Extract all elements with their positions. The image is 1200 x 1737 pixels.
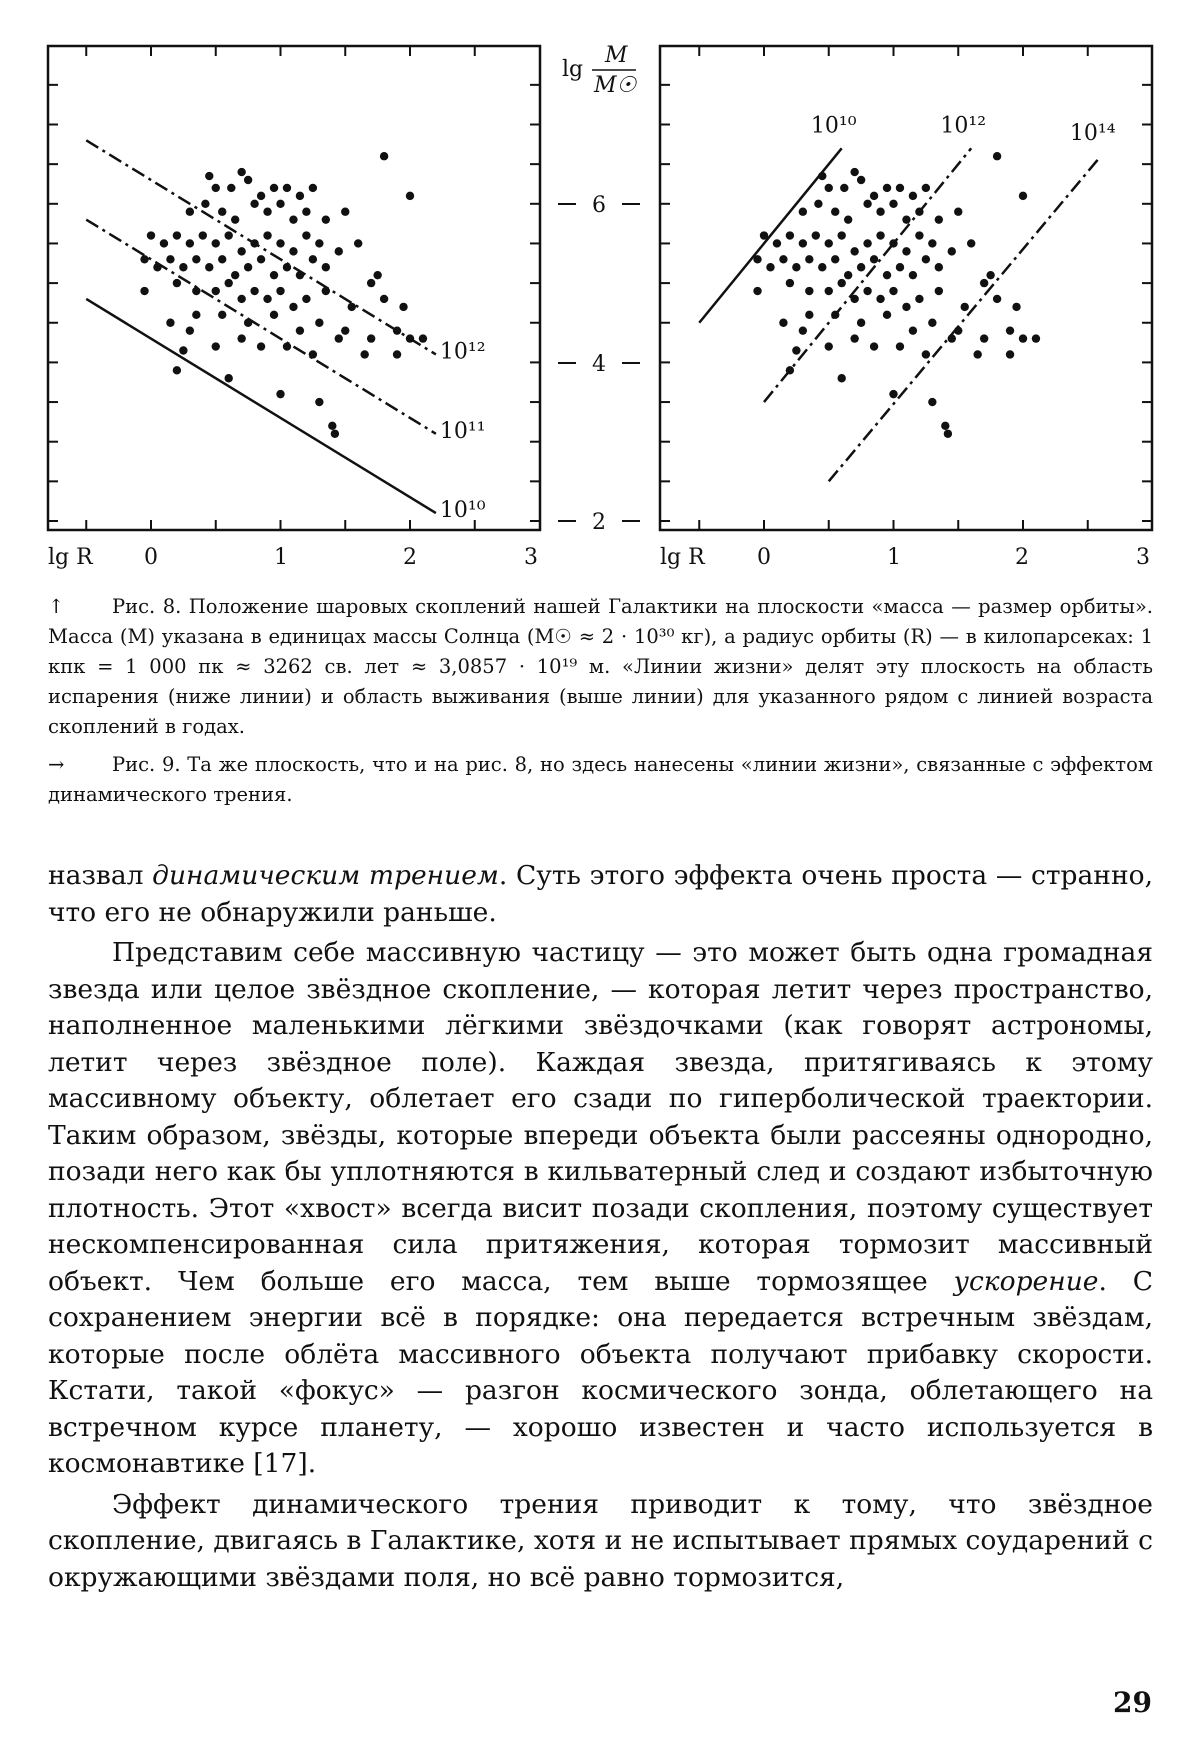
fig9-data-point xyxy=(773,239,781,247)
fig9-xtick-0: 0 xyxy=(757,545,771,570)
fig9-data-point xyxy=(954,326,962,334)
fig8-data-point xyxy=(201,200,209,208)
fig8-data-point xyxy=(380,295,388,303)
fig9-data-point xyxy=(896,263,904,271)
fig8-data-point xyxy=(341,208,349,216)
fig8-data-point xyxy=(179,263,187,271)
fig9-data-point xyxy=(831,255,839,263)
fig9-data-point xyxy=(786,366,794,374)
y-axis-m: M xyxy=(605,43,628,68)
fig9-data-point xyxy=(889,287,897,295)
fig8-data-point xyxy=(212,287,220,295)
fig9-xtick-3: 3 xyxy=(1136,545,1150,570)
fig8-lifeline-label-3: 10¹² xyxy=(439,339,486,365)
fig9-data-point xyxy=(792,346,800,354)
fig9-data-point xyxy=(760,231,768,239)
fig8-data-point xyxy=(166,319,174,327)
paragraph-2 xyxy=(48,935,1153,1483)
fig8-data-point xyxy=(153,263,161,271)
fig9-caption-text: Рис. 9. Та же плоскость, что и на рис. 8, но здесь нанесены «линии жизни», связанные с эффектом динамического трения. xyxy=(48,753,1153,806)
fig9-data-point xyxy=(902,303,910,311)
fig8-data-point xyxy=(173,231,181,239)
p2-start: Представим себе массивную частицу — это может быть одна громадная звезда или целое звёздное скопление, — которая летит через пространство, наполненное маленькими лёгкими звёздочками (как говорят астрономы, летит через звёздное поле). Каждая звезда, притягиваясь к этому массивному объекту, облетает его сзади по гиперболической траектории. Таким образом, звёзды, которые впереди объекта были рассеяны однородно, позади него как бы уплотняются в кильватерный след и создают избыточную плотность. Этот «хвост» всегда висит позади скопления, поэтому существует нескомпенсированная сила притяжения, которая тормозит массивный объект. Чем больше его масса, тем выше тормозящее xyxy=(48,937,1153,1297)
fig8-data-point xyxy=(296,326,304,334)
fig9-lifeline-label-2: 10¹² xyxy=(940,113,987,139)
fig8-lifeline-label-1: 10¹⁰ xyxy=(439,498,486,524)
fig9-data-point xyxy=(792,263,800,271)
p1-italic-term: динамическим трением xyxy=(152,860,499,891)
fig8-data-point xyxy=(160,239,168,247)
fig9-data-point xyxy=(961,303,969,311)
fig9-data-point xyxy=(818,172,826,180)
fig8-data-point xyxy=(257,342,265,350)
body-text xyxy=(48,858,1153,1600)
fig8-xtick-3: 3 xyxy=(524,545,538,570)
fig9-data-point xyxy=(876,208,884,216)
fig8-data-point xyxy=(283,263,291,271)
p1-end: . Суть этого эффекта очень проста — странно, что его не обнаружили раньше. xyxy=(48,860,1153,928)
fig8-data-point xyxy=(212,342,220,350)
fig8-data-point xyxy=(360,350,368,358)
fig8-data-point xyxy=(270,184,278,192)
fig8-lifeline-2 xyxy=(86,220,436,434)
fig9-data-point xyxy=(844,271,852,279)
fig8-data-point xyxy=(237,295,245,303)
fig8-data-point xyxy=(212,239,220,247)
fig8-data-point xyxy=(289,215,297,223)
fig9-data-point xyxy=(902,215,910,223)
fig8-data-point xyxy=(244,319,252,327)
fig9-data-point xyxy=(915,231,923,239)
fig9-data-point xyxy=(993,152,1001,160)
fig8-lifeline-label-2: 10¹¹ xyxy=(439,418,486,444)
y-axis-msun: M☉ xyxy=(594,73,637,98)
fig9-data-point xyxy=(980,279,988,287)
fig8-data-point xyxy=(250,239,258,247)
fig9-data-point xyxy=(831,208,839,216)
fig8-data-point xyxy=(322,263,330,271)
fig9-data-point xyxy=(753,255,761,263)
fig8-caption-text: Рис. 8. Положение шаровых скоплений нашей Галактики на плоскости «масса — размер орбиты». Масса (M) указана в единицах массы Солнца (M☉ ≈ 2 · 10³⁰ кг), а радиус орбиты (R) — в килопарсеках: 1 кпк = 1 000 пк ≈ 3262 св. лет ≈ 3,0857 · 10¹⁹ м. «Линии жизни» делят эту плоскость на область испарения (ниже линии) и область выживания (выше линии) для указанного рядом с линией возраста скоплений в годах. xyxy=(48,595,1153,738)
fig8-xtick-1: 1 xyxy=(274,545,288,570)
fig9-data-point xyxy=(883,311,891,319)
fig9-data-point xyxy=(935,263,943,271)
fig9-data-point xyxy=(857,176,865,184)
fig9-data-point xyxy=(944,430,952,438)
fig9-data-point xyxy=(922,350,930,358)
fig8-data-point xyxy=(276,390,284,398)
fig9-data-point xyxy=(1006,326,1014,334)
fig9-data-point xyxy=(799,208,807,216)
fig9-data-point xyxy=(922,255,930,263)
fig9-data-point xyxy=(915,208,923,216)
fig9-data-point xyxy=(935,287,943,295)
fig8-data-point xyxy=(250,200,258,208)
fig8-data-point xyxy=(212,184,220,192)
fig9-data-point xyxy=(825,184,833,192)
fig9-data-point xyxy=(786,279,794,287)
fig8-data-point xyxy=(296,271,304,279)
fig9-data-point xyxy=(870,192,878,200)
figure-area xyxy=(0,0,1200,580)
fig9-data-point xyxy=(850,247,858,255)
fig8-data-point xyxy=(166,255,174,263)
fig8-data-point xyxy=(218,311,226,319)
fig8-data-point xyxy=(348,303,356,311)
fig9-data-point xyxy=(909,192,917,200)
fig8-data-point xyxy=(322,287,330,295)
fig8-xtick-2: 2 xyxy=(403,545,417,570)
fig8-data-point xyxy=(237,247,245,255)
fig9-data-point xyxy=(980,334,988,342)
fig9-data-point xyxy=(838,374,846,382)
fig9-data-point xyxy=(948,247,956,255)
fig9-data-point xyxy=(909,326,917,334)
fig8-data-point xyxy=(367,279,375,287)
fig9-data-point xyxy=(909,271,917,279)
fig8-data-point xyxy=(179,346,187,354)
fig8-data-point xyxy=(192,311,200,319)
fig9-data-point xyxy=(831,311,839,319)
fig8-data-point xyxy=(302,208,310,216)
fig9-data-point xyxy=(896,184,904,192)
fig8-data-point xyxy=(296,192,304,200)
fig8-data-point xyxy=(341,326,349,334)
fig8-data-point xyxy=(283,342,291,350)
fig8-data-point xyxy=(263,295,271,303)
fig8-data-point xyxy=(205,263,213,271)
y-tick-2: 2 xyxy=(592,510,606,535)
fig8-data-point xyxy=(263,231,271,239)
fig8-data-point xyxy=(225,231,233,239)
fig8-data-point xyxy=(419,334,427,342)
fig8-xlabel: lg R xyxy=(48,545,93,570)
fig9-data-point xyxy=(928,398,936,406)
y-tick-4: 4 xyxy=(592,352,606,377)
fig8-data-point xyxy=(186,326,194,334)
fig9-data-point xyxy=(857,263,865,271)
fig8-data-point xyxy=(173,366,181,374)
fig8-data-point xyxy=(140,255,148,263)
fig9-data-point xyxy=(1019,334,1027,342)
fig8-data-point xyxy=(302,231,310,239)
fig8-data-point xyxy=(205,172,213,180)
fig9-data-point xyxy=(805,311,813,319)
fig8-data-point xyxy=(257,255,265,263)
up-arrow-icon: ↑ xyxy=(48,595,65,618)
fig8-data-point xyxy=(231,271,239,279)
fig8-data-point xyxy=(406,334,414,342)
fig9-lifeline-2 xyxy=(764,148,971,402)
fig9-frame xyxy=(660,46,1152,530)
fig9-data-point xyxy=(928,319,936,327)
fig8-data-point xyxy=(315,319,323,327)
fig9-data-point xyxy=(799,239,807,247)
fig9-data-point xyxy=(857,319,865,327)
fig9-data-point xyxy=(967,239,975,247)
fig9-data-point xyxy=(876,231,884,239)
fig9-data-point xyxy=(993,295,1001,303)
fig9-data-point xyxy=(915,295,923,303)
fig9-data-point xyxy=(954,208,962,216)
fig9-data-point xyxy=(838,279,846,287)
fig9-lifeline-label-1: 10¹⁰ xyxy=(810,113,857,139)
fig9-xtick-2: 2 xyxy=(1015,545,1029,570)
fig9-data-point xyxy=(1012,303,1020,311)
fig9-data-point xyxy=(850,168,858,176)
fig9-xtick-1: 1 xyxy=(887,545,901,570)
fig8-data-point xyxy=(270,271,278,279)
shared-y-axis xyxy=(558,43,640,535)
fig9-data-point xyxy=(889,239,897,247)
fig8-xtick-0: 0 xyxy=(144,545,158,570)
fig8-data-point xyxy=(225,374,233,382)
fig9-data-point xyxy=(896,342,904,350)
paragraph-1 xyxy=(48,858,1153,931)
fig8-data-point xyxy=(283,184,291,192)
fig8-data-point xyxy=(331,430,339,438)
p1-start: назвал xyxy=(48,860,153,891)
fig8-panel xyxy=(48,46,540,570)
fig8-data-point xyxy=(199,231,207,239)
right-arrow-icon: → xyxy=(48,753,65,776)
fig8-data-point xyxy=(276,200,284,208)
fig9-data-point xyxy=(935,215,943,223)
fig9-data-point xyxy=(814,200,822,208)
fig9-data-point xyxy=(753,287,761,295)
fig8-data-point xyxy=(335,247,343,255)
fig9-data-point xyxy=(850,295,858,303)
fig8-data-point xyxy=(263,208,271,216)
fig9-data-point xyxy=(948,334,956,342)
fig8-data-point xyxy=(309,184,317,192)
fig9-data-point xyxy=(902,247,910,255)
fig8-data-point xyxy=(302,295,310,303)
fig9-data-point xyxy=(825,287,833,295)
y-tick-6: 6 xyxy=(592,193,606,218)
fig8-data-point xyxy=(367,334,375,342)
fig8-data-point xyxy=(335,334,343,342)
fig8-data-point xyxy=(399,303,407,311)
fig8-data-point xyxy=(218,255,226,263)
fig9-data-point xyxy=(863,200,871,208)
fig9-data-point xyxy=(850,334,858,342)
fig9-data-point xyxy=(825,239,833,247)
p2-italic-term: ускорение xyxy=(953,1265,1099,1297)
fig9-data-point xyxy=(883,271,891,279)
page-number: 29 xyxy=(1113,1686,1152,1719)
fig8-data-point xyxy=(237,168,245,176)
fig8-data-point xyxy=(315,239,323,247)
fig8-data-point xyxy=(322,215,330,223)
fig9-data-point xyxy=(863,239,871,247)
fig9-data-point xyxy=(870,342,878,350)
fig8-data-point xyxy=(289,247,297,255)
fig8-data-point xyxy=(192,287,200,295)
fig9-data-point xyxy=(786,231,794,239)
fig9-data-point xyxy=(928,239,936,247)
fig8-data-point xyxy=(315,398,323,406)
fig9-data-point xyxy=(812,231,820,239)
fig8-caption xyxy=(48,592,1153,742)
fig8-data-point xyxy=(393,350,401,358)
fig9-xlabel: lg R xyxy=(660,545,705,570)
fig9-data-point xyxy=(825,342,833,350)
fig8-data-point xyxy=(218,208,226,216)
fig9-data-point xyxy=(889,200,897,208)
fig8-data-point xyxy=(231,215,239,223)
fig9-data-point xyxy=(779,255,787,263)
fig9-data-point xyxy=(805,287,813,295)
fig8-data-point xyxy=(380,152,388,160)
fig9-data-point xyxy=(799,326,807,334)
fig8-data-point xyxy=(257,192,265,200)
fig8-data-point xyxy=(406,192,414,200)
fig9-data-point xyxy=(986,271,994,279)
fig8-lifeline-1 xyxy=(86,299,436,513)
fig9-data-point xyxy=(838,231,846,239)
fig9-data-point xyxy=(883,184,891,192)
fig9-data-point xyxy=(870,255,878,263)
fig9-data-point xyxy=(922,184,930,192)
fig8-data-point xyxy=(186,239,194,247)
fig9-data-point xyxy=(1032,334,1040,342)
fig9-data-point xyxy=(766,263,774,271)
fig8-data-point xyxy=(186,208,194,216)
fig8-data-point xyxy=(244,176,252,184)
fig9-data-point xyxy=(844,215,852,223)
y-axis-lg: lg xyxy=(562,57,584,82)
fig9-data-point xyxy=(1019,192,1027,200)
figure-captions xyxy=(48,592,1153,818)
paragraph-3: Эффект динамического трения приводит к тому, что звёздное скопление, двигаясь в Галактике, хотя и не испытывает прямых соударений с окружающими звёздами поля, но всё равно тормозится, xyxy=(48,1488,1153,1593)
fig8-data-point xyxy=(192,255,200,263)
fig9-lifeline-label-3: 10¹⁴ xyxy=(1069,121,1116,147)
fig8-data-point xyxy=(276,287,284,295)
fig9-data-point xyxy=(1006,350,1014,358)
fig8-data-point xyxy=(140,287,148,295)
fig8-frame xyxy=(48,46,540,530)
fig8-data-point xyxy=(270,311,278,319)
fig9-data-point xyxy=(805,255,813,263)
fig8-data-point xyxy=(276,239,284,247)
fig8-data-point xyxy=(289,303,297,311)
fig8-lifeline-3 xyxy=(86,140,436,354)
p2-end: . С сохранением энергии всё в порядке: она передается встречным звёздам, которые после облёта массивного объекта получают прибавку скорости. Кстати, такой «фокус» — разгон космического зонда, облетающего на встречном курсе планету, — хорошо известен и часто используется в космонавтике [17]. xyxy=(48,1265,1154,1479)
fig9-data-point xyxy=(779,319,787,327)
fig9-data-point xyxy=(840,184,848,192)
fig8-data-point xyxy=(250,287,258,295)
fig9-data-point xyxy=(876,295,884,303)
fig8-data-point xyxy=(244,263,252,271)
fig8-data-point xyxy=(237,334,245,342)
fig9-data-point xyxy=(973,350,981,358)
fig9-data-point xyxy=(889,390,897,398)
fig8-data-point xyxy=(173,279,181,287)
fig8-data-point xyxy=(354,239,362,247)
fig9-data-point xyxy=(818,263,826,271)
fig8-data-point xyxy=(227,184,235,192)
fig9-data-point xyxy=(941,422,949,430)
fig9-panel xyxy=(660,46,1152,570)
fig8-data-point xyxy=(147,231,155,239)
fig8-data-point xyxy=(225,279,233,287)
fig9-caption xyxy=(48,750,1153,810)
fig8-data-point xyxy=(309,350,317,358)
fig9-data-point xyxy=(863,287,871,295)
fig8-data-point xyxy=(328,422,336,430)
fig8-data-point xyxy=(309,255,317,263)
fig8-data-point xyxy=(373,271,381,279)
fig8-data-point xyxy=(393,326,401,334)
